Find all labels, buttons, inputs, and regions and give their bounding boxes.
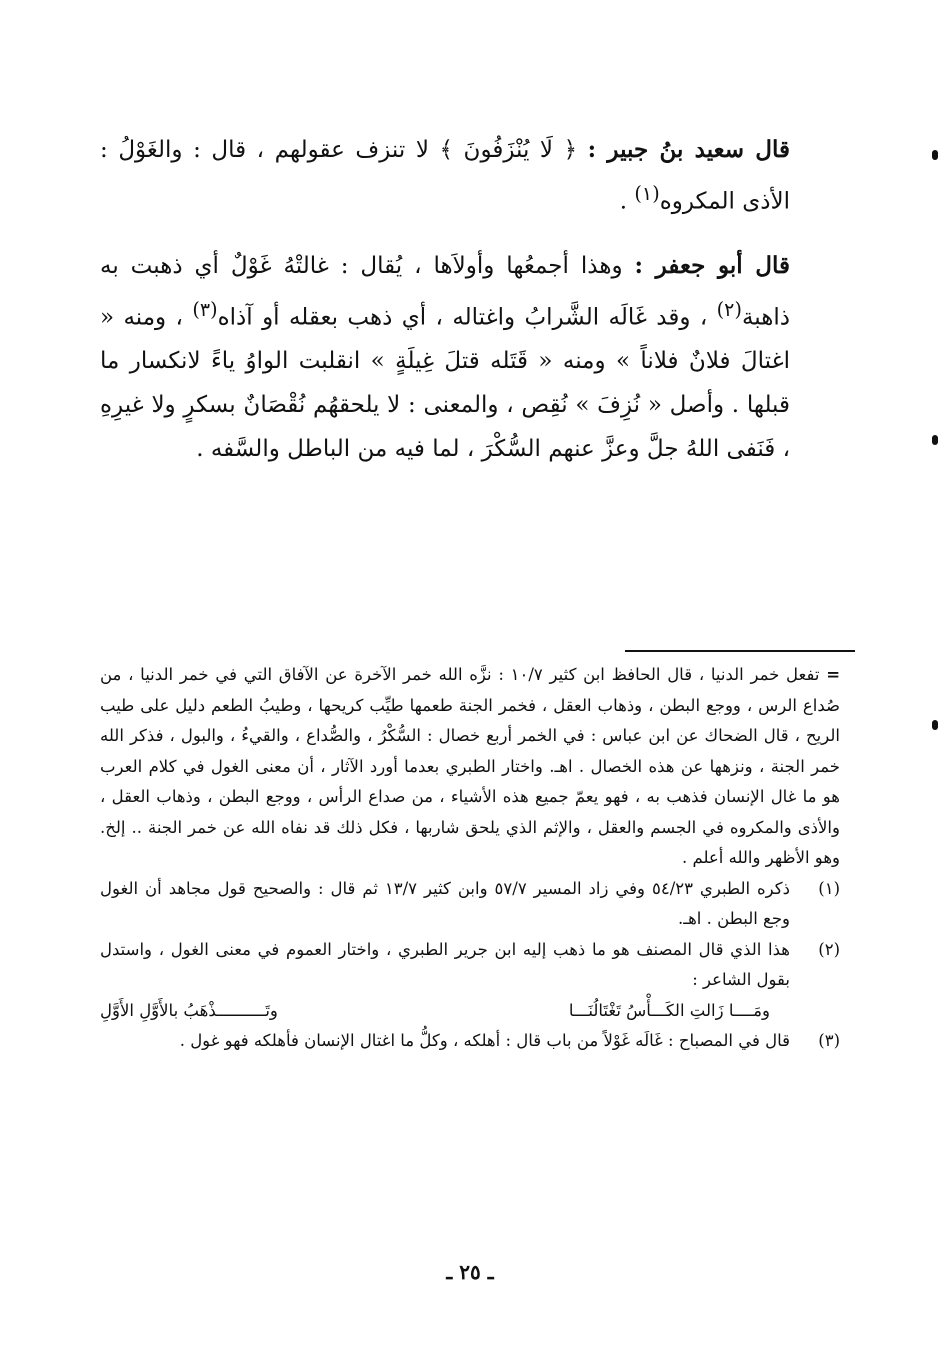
poetry-verse xyxy=(100,996,790,1027)
footnote-1 xyxy=(100,874,840,935)
footnote-2 xyxy=(100,935,840,1027)
footnote-2-text: هذا الذي قال المصنف هو ما ذهب إليه ابن جرير الطبري ، واختار العموم في معنى الغول ، واستدل بقول الشاعر : xyxy=(100,939,790,989)
footnote-1-text: ذكره الطبري ٥٤/٢٣ وفي زاد المسير ٥٧/٧ وابن كثير ١٣/٧ ثم قال : والصحيح قول مجاهد أن الغول وجع البطن . اهـ. xyxy=(100,878,790,928)
scan-edge-mark xyxy=(932,435,938,445)
main-text xyxy=(100,128,790,491)
paragraph-1 xyxy=(100,128,790,224)
page-number: ـ ٢٥ ـ xyxy=(446,1260,494,1284)
footnote-2-number: (٢) xyxy=(818,939,840,959)
footnote-continued-text: تفعل خمر الدنيا ، قال الحافظ ابن كثير ١٠/٧ : نزَّه الله خمر الآخرة عن الآفاق التي في خمر الدنيا ، من صُداع الرس ، ووجع البطن ، وذهاب العقل ، فخمر الجنة طعمها طيِّب كريحها ، وطيبُ الطعم دليل على طيب الريح ، قال الضحاك عن ابن عباس : في الخمر أربع خصال : السُّكْرُ ، والصُّداع ، والقيءُ ، والبول ، فذكر الله خمر الجنة ، ونزهها عن هذه الخصال . اهـ. واختار الطبري بعدما أورد الآثار ، أن معنى الغول في كلام العرب هو ما غال الإنسان فذهب به ، فهو يعمّ جميع هذه الأشياء ، من صداع الرأس ، ووجع البطن ، وذهاب العقل ، والأذى والمكروه في الجسم والعقل ، والإثم الذي يلحق شاربها ، فكل ذلك قد نفاه الله عن خمر الجنة .. إلخ. وهو الأظهر والله أعلم . xyxy=(100,665,840,867)
footnote-3-number: (٣) xyxy=(818,1031,840,1050)
footnote-1-number: (١) xyxy=(818,878,840,898)
footnote-ref-3[interactable]: (٣) xyxy=(192,297,218,321)
scan-edge-mark xyxy=(932,720,938,730)
footnote-2-body xyxy=(100,935,790,1027)
quran-quote: ﴿ لَا يُنْزَفُونَ ﴾ xyxy=(439,137,588,163)
paragraph-2-text-a: وهذا أجمعُها وأولاَها ، يُقال : غالتْهُ غَوْلٌ أي ذهبت به ذاهبة xyxy=(100,252,790,331)
footnote-ref-1[interactable]: (١) xyxy=(634,182,660,205)
verse-first-hemistich: ومَــــا زَالتِ الكَـــأْسُ تَغْتَالُنَـــا xyxy=(568,1000,770,1020)
footnote-ref-2[interactable]: (٢) xyxy=(716,297,742,321)
paragraph-2-text-b: ، وقد غَالَه الشَّرابُ واغتاله ، أي ذهب بعقله أو آذاه xyxy=(217,304,717,331)
footnote-3 xyxy=(100,1026,840,1057)
paragraph-2-text-c: ، ومنه « اغتالَ فلانٌ فلاناً » ومنه « قَتَله قتلَ غِيلَةٍ » انقلبت الواوُ ياءً لانكسار ما قبلها . وأصل « نُزِفَ » نُقِص ، والمعنى : لا يلحقهُم نُقْصَانٌ بسكرٍ ولا غيرِهِ ، فَنَفى اللهُ جلَّ وعزَّ عنهم السُّكْرَ ، لما فيه من الباطل والسَّفه . xyxy=(100,304,790,463)
footnote-3-text: قال في المصباح : غَالَه غَوْلاً من باب قال : أهلكه ، وكلُّ ما اغتال الإنسان فأهلكه فهو غول . xyxy=(179,1031,790,1050)
footnote-continued xyxy=(100,660,840,874)
continuation-mark: = xyxy=(826,665,841,684)
footnotes xyxy=(100,660,840,1057)
paragraph-1-end: . xyxy=(619,188,635,215)
speaker-abu-jafar: قال أبو جعفر : xyxy=(634,251,790,279)
scan-edge-mark xyxy=(932,150,938,160)
speaker-said-ibn-jubayr: قال سعيد بنُ جبير : xyxy=(587,136,790,163)
paragraph-1-text: لا تنزف عقولهم ، قال : والغَوْلُ : الأذى المكروه xyxy=(100,137,790,215)
footnote-separator xyxy=(625,650,855,652)
paragraph-2 xyxy=(100,244,790,472)
verse-second-hemistich: وتَــــــــــذْهَبُ بالأَوَّلِ الأَوَّلِ xyxy=(100,1000,278,1020)
